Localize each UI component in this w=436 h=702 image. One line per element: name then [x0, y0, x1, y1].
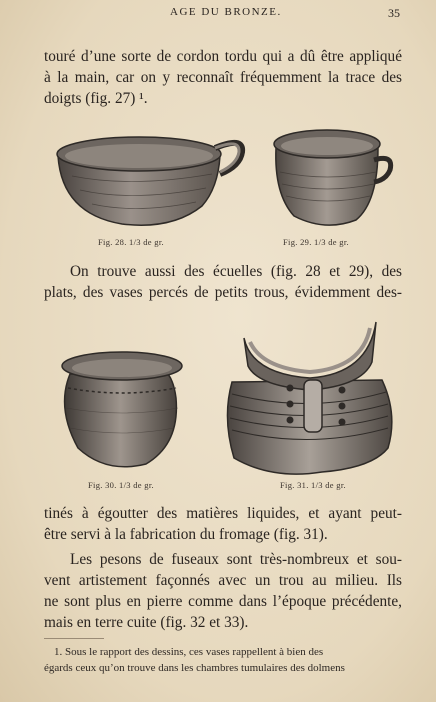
text-line: mais en terre cuite (fig. 32 et 33). — [44, 614, 249, 631]
paragraph-4 — [44, 549, 402, 633]
figure-30-caption: Fig. 30. 1/3 de gr. — [88, 480, 154, 490]
text-line: plats, des vases percés de petits trous, évidemment des- — [44, 284, 402, 301]
text-line: à la main, car on y reconnaît fréquemment la trace des — [44, 69, 402, 86]
paragraph-1 — [44, 46, 402, 109]
figure-31-caption: Fig. 31. 1/3 de gr. — [280, 480, 346, 490]
figure-29-handled-cup — [270, 124, 398, 234]
page-header — [0, 6, 436, 24]
page-number: 35 — [388, 6, 400, 20]
text-line: On trouve aussi des écuelles (fig. 28 et 29), des — [70, 263, 402, 280]
paragraph-2 — [44, 261, 402, 303]
footnote-divider — [44, 638, 104, 639]
footnote-line: 1. Sous le rapport des dessins, ces vases rappellent à bien des — [54, 646, 324, 658]
figure-28-caption: Fig. 28. 1/3 de gr. — [98, 237, 164, 247]
text-line: ne sont plus en pierre comme dans l’époque précédente, — [44, 593, 402, 610]
footnote-line: égards ceux qu’on trouve dans les chambres tumulaires des dolmens — [44, 662, 345, 674]
text-line: touré d’une sorte de cordon tordu qui a dû être appliqué — [44, 48, 402, 65]
text-line: Les pesons de fuseaux sont très-nombreux et sou- — [70, 551, 402, 568]
text-line: tinés à égoutter des matières liquides, et ayant peut- — [44, 505, 402, 522]
figure-30-round-vase — [56, 348, 190, 476]
figure-28-shallow-bowl — [52, 126, 248, 234]
paragraph-3 — [44, 503, 402, 545]
footnote — [44, 644, 402, 676]
text-line: vent artistement façonnés avec un trou au milieu. Ils — [44, 572, 402, 589]
figure-31-perforated-vase — [222, 318, 398, 478]
text-line: doigts (fig. 27) ¹. — [44, 90, 148, 107]
text-line: être servi à la fabrication du fromage (fig. 31). — [44, 526, 328, 543]
figure-29-caption: Fig. 29. 1/3 de gr. — [283, 237, 349, 247]
running-title: AGE DU BRONZE. — [170, 6, 282, 18]
